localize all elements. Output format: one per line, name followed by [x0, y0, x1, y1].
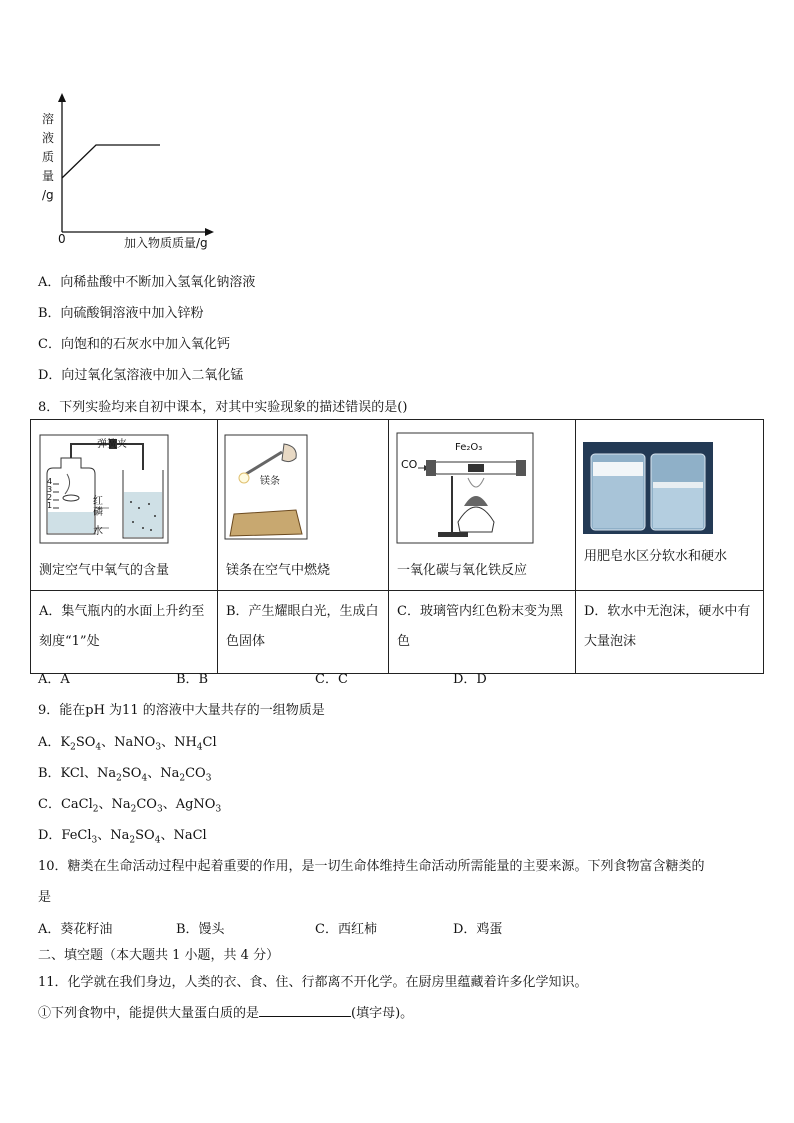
- formula-sub: 3: [91, 835, 98, 846]
- y-label-char: 液: [42, 131, 55, 145]
- q8-experiment-table: [30, 419, 764, 674]
- exp-cell-3: [389, 420, 576, 591]
- label-clip: 弹簧夹: [97, 439, 127, 450]
- exp-cell-1: [31, 420, 218, 591]
- scale-mark: 2: [47, 493, 53, 502]
- oxygen-apparatus-figure: [39, 434, 169, 544]
- caption-3: 一氧化碳与氧化铁反应: [397, 563, 528, 578]
- formula-part: SO: [121, 766, 142, 781]
- formula-part: SO: [135, 828, 155, 843]
- q11-sub1-post: (填字母)。: [351, 1006, 414, 1021]
- label-mg: 镁条: [260, 476, 280, 487]
- scale-mark: 3: [47, 485, 53, 494]
- formula-part: 、Na: [97, 828, 130, 843]
- formula-part: A．K: [38, 735, 71, 750]
- formula-part: 、NaNO: [101, 735, 156, 750]
- q8-choice-d: D．D: [453, 672, 487, 687]
- soap-water-figure: [583, 442, 713, 534]
- formula-part: B．KCl、Na: [38, 766, 117, 781]
- y-label: [42, 110, 54, 205]
- answer-d: D．软水中无泡沫，硬水中有大量泡沫: [576, 591, 764, 674]
- exp-cell-4: [576, 420, 764, 591]
- q10-stem-line1: 10．糖类在生命活动过程中起着重要的作用，是一切生命体维持生命活动所需能量的主要来源。下列食物富含糖类的: [38, 859, 705, 874]
- scale-mark: 1: [47, 501, 53, 510]
- formula-sub: 4: [141, 773, 148, 784]
- q7-option-b: B．向硫酸铜溶液中加入锌粉: [38, 306, 204, 321]
- answer-b: B．产生耀眼白光，生成白色固体: [218, 591, 389, 674]
- formula-part: 、Na: [98, 797, 131, 812]
- q9-option-d: [38, 824, 207, 846]
- q7-option-c: C．向饱和的石灰水中加入氧化钙: [38, 337, 230, 352]
- q8-choice-a: A．A: [38, 672, 70, 687]
- y-label-char: 量: [42, 169, 55, 183]
- q10-choice-b: B．馒头: [176, 922, 225, 937]
- q10-choice-a: A．葵花籽油: [38, 922, 113, 937]
- formula-part: CO: [136, 797, 157, 812]
- formula-sub: 3: [156, 804, 163, 815]
- scale-marks: [47, 478, 52, 510]
- formula-sub: 3: [215, 804, 222, 815]
- q8-choice-b: B．B: [176, 672, 209, 687]
- formula-sub: 2: [92, 804, 99, 815]
- solution-mass-graph: [36, 90, 226, 250]
- exp-cell-2: [218, 420, 389, 591]
- y-label-char: 溶: [42, 112, 55, 126]
- q9-option-a: [38, 731, 217, 753]
- answer-a: A．集气瓶内的水面上升约至刻度“1”处: [31, 591, 218, 674]
- label-fe2o3: Fe₂O₃: [455, 442, 483, 453]
- label-co: CO: [401, 458, 418, 471]
- y-label-char: 质: [42, 150, 55, 164]
- graph-svg: [36, 90, 226, 250]
- q11-sub1: [38, 1002, 413, 1021]
- answer-blank[interactable]: [259, 1004, 351, 1017]
- magnesium-burning-figure: [224, 434, 308, 540]
- origin-label: 0: [58, 232, 66, 246]
- formula-sub: 2: [116, 773, 122, 784]
- formula-sub: 3: [155, 742, 162, 753]
- graph-line: [62, 145, 160, 178]
- q8-stem: 8．下列实验均来自初中课本，对其中实验现象的描述错误的是(): [38, 400, 408, 415]
- formula-part: Cl: [202, 735, 217, 750]
- formula-part: 、NaCl: [160, 828, 207, 843]
- y-axis-arrow: [58, 93, 66, 102]
- label-water: 水: [93, 526, 103, 537]
- caption-1: 测定空气中氧气的含量: [39, 563, 170, 578]
- q10-choice-d: D．鸡蛋: [453, 922, 503, 937]
- formula-part: C．CaCl: [38, 797, 93, 812]
- scale-mark: 4: [47, 477, 53, 486]
- q9-option-b: [38, 762, 211, 784]
- formula-part: SO: [75, 735, 96, 750]
- formula-sub: 2: [130, 804, 137, 815]
- formula-part: CO: [185, 766, 206, 781]
- q11-stem: 11．化学就在我们身边，人类的衣、食、住、行都离不开化学。在厨房里蕴藏着许多化学知识。: [38, 975, 588, 990]
- label-phosphorus: 红磷: [93, 496, 103, 518]
- x-label: 加入物质质量/g: [124, 236, 208, 250]
- y-label-char: /g: [42, 188, 54, 202]
- formula-part: 、Na: [147, 766, 180, 781]
- q10-stem-line2: 是: [38, 890, 52, 905]
- q7-option-a: A．向稀盐酸中不断加入氢氧化钠溶液: [38, 275, 256, 290]
- formula-part: 、NH: [161, 735, 197, 750]
- formula-sub: 4: [95, 742, 102, 753]
- caption-4: 用肥皂水区分软水和硬水: [584, 549, 728, 564]
- q7-option-d: D．向过氧化氢溶液中加入二氧化锰: [38, 368, 244, 383]
- q9-option-c: [38, 793, 221, 815]
- q10-choice-c: C．西红柿: [315, 922, 377, 937]
- q8-choice-c: C．C: [315, 672, 348, 687]
- formula-sub: 2: [70, 742, 76, 753]
- formula-part: 、AgNO: [162, 797, 216, 812]
- answer-c: C．玻璃管内红色粉末变为黑色: [389, 591, 576, 674]
- formula-sub: 4: [154, 835, 161, 846]
- section-heading: 二、填空题（本大题共 1 小题，共 4 分）: [38, 948, 280, 963]
- caption-2: 镁条在空气中燃烧: [226, 563, 331, 578]
- formula-sub: 2: [129, 835, 136, 846]
- formula-part: D．FeCl: [38, 828, 92, 843]
- q11-sub1-pre: ①下列食物中，能提供大量蛋白质的是: [38, 1006, 260, 1021]
- formula-sub: 3: [205, 773, 212, 784]
- formula-sub: 2: [179, 773, 186, 784]
- q9-stem: 9．能在pH 为11 的溶液中大量共存的一组物质是: [38, 703, 325, 718]
- formula-sub: 4: [196, 742, 203, 753]
